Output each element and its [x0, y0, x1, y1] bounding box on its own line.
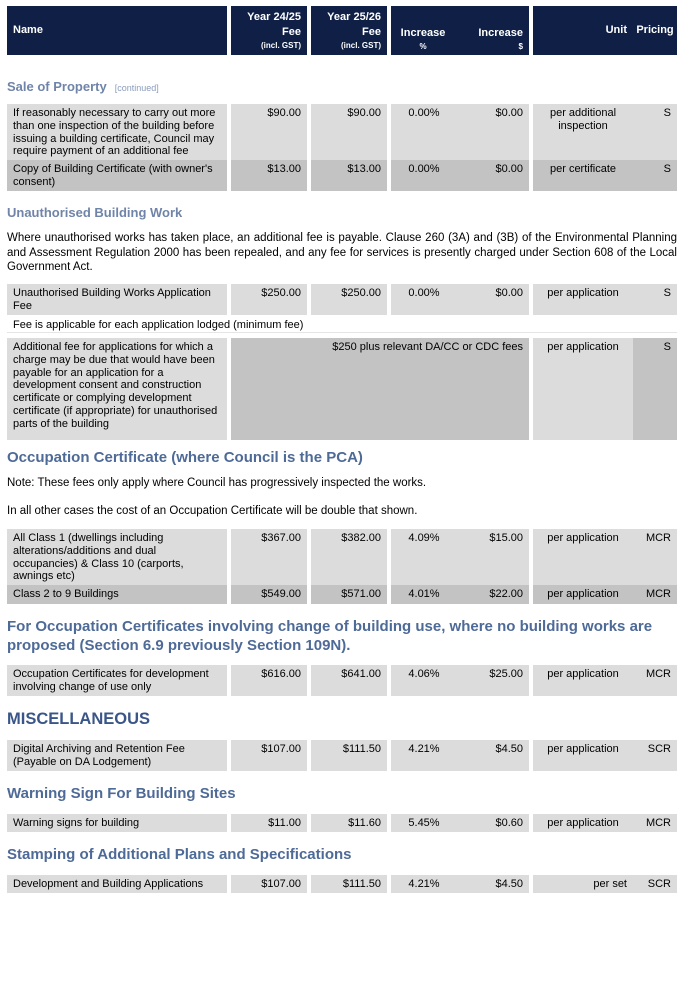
- row-pricing: SCR: [633, 874, 677, 893]
- row-unit: per application: [533, 283, 633, 315]
- table-row: [7, 160, 677, 191]
- row-name: Development and Building Applications: [7, 874, 227, 893]
- continued-label: [continued]: [114, 83, 159, 93]
- section-title-unauthorised: Unauthorised Building Work: [7, 205, 183, 220]
- table-row: [7, 103, 677, 160]
- row-fee-2425: $107.00: [231, 874, 307, 893]
- row-name: Warning signs for building: [7, 813, 227, 832]
- row-unit: per application: [533, 664, 633, 696]
- row-fee-2526: $90.00: [311, 103, 387, 160]
- row-name: All Class 1 (dwellings including alterations/additions and dual occupancies) & Class 10 (carports, awnings etc): [7, 528, 227, 585]
- row-fee-2526: $111.50: [311, 739, 387, 771]
- row-increase-dollar: $22.00: [457, 585, 529, 604]
- row-fee-2425: $549.00: [231, 585, 307, 604]
- table-row: [7, 874, 677, 893]
- row-increase-pct: 4.09%: [391, 528, 457, 585]
- row-unit: per application: [533, 585, 633, 604]
- table-row: [7, 528, 677, 585]
- section-title-warning-sign: Warning Sign For Building Sites: [7, 785, 236, 802]
- row-unit: per application: [533, 813, 633, 832]
- header-increase-dollar: Increase $: [455, 6, 529, 55]
- row-increase-dollar: $0.00: [457, 283, 529, 315]
- row-unit: per application: [533, 739, 633, 771]
- row-fee-2425: $13.00: [231, 160, 307, 191]
- row-fee-2425: $367.00: [231, 528, 307, 585]
- row-increase-pct: 0.00%: [391, 283, 457, 315]
- row-merged-fee: $250 plus relevant DA/CC or CDC fees: [231, 338, 529, 440]
- row-name: Unauthorised Building Works Application Fee: [7, 283, 227, 315]
- row-increase-dollar: $4.50: [457, 874, 529, 893]
- row-increase-pct: 0.00%: [391, 103, 457, 160]
- section-title-occupation: Occupation Certificate (where Council is the PCA): [7, 449, 363, 466]
- row-unit: per additional inspection: [533, 103, 633, 160]
- row-increase-dollar: $0.00: [457, 103, 529, 160]
- table-row: [7, 813, 677, 832]
- row-pricing: MCR: [633, 528, 677, 585]
- row-pricing: SCR: [633, 739, 677, 771]
- row-increase-dollar: $0.60: [457, 813, 529, 832]
- row-fee-2526: $382.00: [311, 528, 387, 585]
- occupation-note-1: Note: These fees only apply where Council has progressively inspected the works.: [7, 477, 427, 489]
- row-pricing: S: [633, 338, 677, 440]
- header-year1: Year 24/25 Fee (incl. GST): [231, 6, 307, 55]
- row-pricing: S: [633, 283, 677, 315]
- table-row: [7, 585, 677, 604]
- header-unit: Unit: [533, 6, 633, 55]
- section-title-sale: Sale of Property [continued]: [7, 79, 159, 94]
- row-increase-dollar: $15.00: [457, 528, 529, 585]
- row-increase-dollar: $0.00: [457, 160, 529, 191]
- row-pricing: MCR: [633, 813, 677, 832]
- row-pricing: MCR: [633, 585, 677, 604]
- row-fee-2526: $571.00: [311, 585, 387, 604]
- row-fee-2425: $107.00: [231, 739, 307, 771]
- header-name: Name: [7, 6, 227, 55]
- row-unit: per application: [533, 528, 633, 585]
- row-fee-2526: $13.00: [311, 160, 387, 191]
- row-fee-2526: $641.00: [311, 664, 387, 696]
- unauthorised-paragraph: Where unauthorised works has taken place, an additional fee is payable. Clause 260 (3A) and (3B) of the Environmental Planning and Assessment Regulation 2000 has been repealed, and any fee for services is presently charged under Section 608 of the Local Government Act.: [7, 232, 677, 273]
- row-pricing: S: [633, 160, 677, 191]
- row-increase-pct: 4.06%: [391, 664, 457, 696]
- row-name: Class 2 to 9 Buildings: [7, 585, 227, 604]
- row-unit: per certificate: [533, 160, 633, 191]
- row-name: Occupation Certificates for development involving change of use only: [7, 664, 227, 696]
- row-fee-2526: $11.60: [311, 813, 387, 832]
- row-unit: per set: [533, 874, 633, 893]
- table-row: [7, 338, 677, 440]
- row-fee-2425: $250.00: [231, 283, 307, 315]
- section-title-miscellaneous: MISCELLANEOUS: [7, 710, 151, 728]
- row-name: Digital Archiving and Retention Fee (Payable on DA Lodgement): [7, 739, 227, 771]
- row-increase-pct: 4.01%: [391, 585, 457, 604]
- section-title-stamping: Stamping of Additional Plans and Specifications: [7, 846, 352, 863]
- row-name: Copy of Building Certificate (with owner's consent): [7, 160, 227, 191]
- header-pricing: Pricing: [633, 6, 677, 55]
- row-fee-2425: $616.00: [231, 664, 307, 696]
- row-unit: per application: [533, 338, 633, 440]
- table-header: [7, 6, 677, 55]
- row-pricing: MCR: [633, 664, 677, 696]
- table-row: [7, 739, 677, 771]
- row-name: If reasonably necessary to carry out more than one inspection of the building before issuing a building certificate, Council may require payment of an additional fee: [7, 103, 227, 160]
- row-increase-pct: 4.21%: [391, 874, 457, 893]
- section-title-change-of-use: For Occupation Certificates involving change of building use, where no building works are proposed (Section 6.9 previously Section 109N).: [7, 618, 653, 654]
- row-increase-dollar: $25.00: [457, 664, 529, 696]
- row-increase-dollar: $4.50: [457, 739, 529, 771]
- row-fee-2526: $250.00: [311, 283, 387, 315]
- row-pricing: S: [633, 103, 677, 160]
- header-increase-pct: Increase %: [391, 6, 455, 55]
- row-fee-2526: $111.50: [311, 874, 387, 893]
- table-row: [7, 664, 677, 696]
- row-increase-pct: 4.21%: [391, 739, 457, 771]
- header-year2: Year 25/26 Fee (incl. GST): [311, 6, 387, 55]
- table-row: [7, 283, 677, 315]
- row-increase-pct: 0.00%: [391, 160, 457, 191]
- fee-note: Fee is applicable for each application lodged (minimum fee): [7, 317, 677, 333]
- row-increase-pct: 5.45%: [391, 813, 457, 832]
- row-fee-2425: $11.00: [231, 813, 307, 832]
- row-name: Additional fee for applications for which a charge may be due that would have been payable for an application for a development consent and construction certificate or complying development certificate (if appropriate) for unauthorised parts of the building: [7, 338, 227, 440]
- occupation-note-2: In all other cases the cost of an Occupation Certificate will be double that shown.: [7, 505, 418, 517]
- row-fee-2425: $90.00: [231, 103, 307, 160]
